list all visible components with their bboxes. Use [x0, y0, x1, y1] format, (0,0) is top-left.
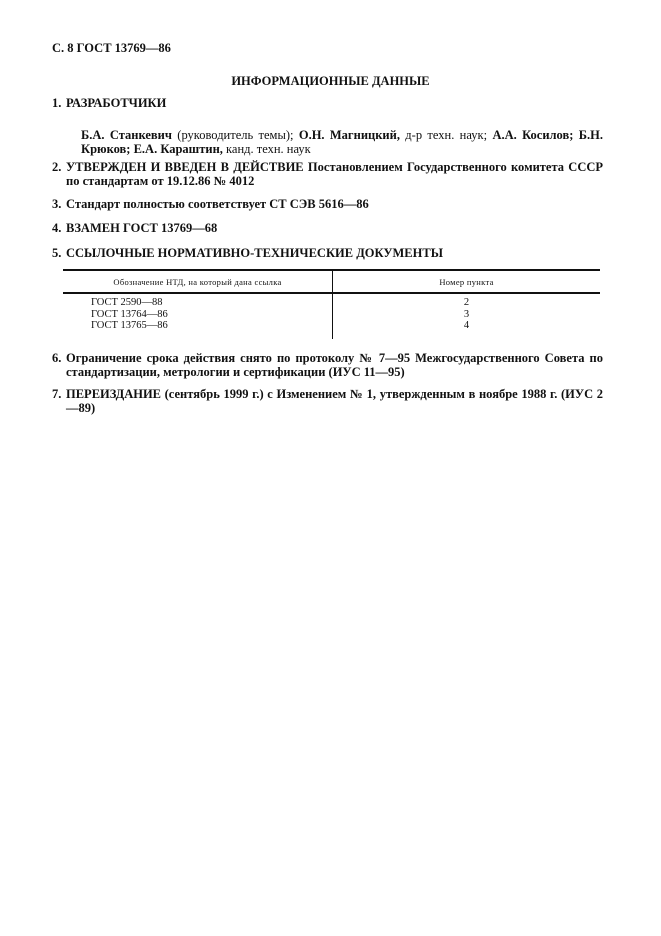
table-header-item: Номер пункта	[439, 277, 494, 287]
table-cell-item: 2	[463, 297, 470, 308]
developer-role: д-р техн. наук;	[399, 128, 493, 142]
table-cell-doc: ГОСТ 13764—86	[91, 308, 168, 320]
section-number: 5.	[52, 246, 62, 260]
section-replaces	[52, 221, 603, 235]
section-number: 1.	[52, 96, 62, 110]
page-title: ИНФОРМАЦИОННЫЕ ДАННЫЕ	[231, 74, 430, 88]
developer-name: Б.А. Станкевич	[81, 128, 172, 142]
section-approval	[52, 160, 603, 188]
section-compliance	[52, 197, 603, 211]
section-number: 2.	[52, 160, 62, 174]
developer-name: О.Н. Магницкий,	[298, 128, 400, 142]
section-validity	[52, 351, 603, 379]
section-text: Ограничение срока действия снято по протоколу № 7—95 Межгосударственного Совета по стандартизации, метрологии и сертификации (ИУС 11—95)	[66, 351, 603, 379]
section-text: Постановлением Государственного комитета СССР по стандартам от 19.12.86 № 4012	[66, 160, 604, 188]
developers-list	[81, 128, 603, 156]
section-body	[66, 160, 603, 188]
table-cell-item: 4	[463, 320, 470, 331]
section-reissue	[52, 387, 603, 415]
section-number: 3.	[52, 197, 62, 211]
running-head: С. 8 ГОСТ 13769—86	[52, 41, 171, 55]
table-cell-doc: ГОСТ 2590—88	[91, 297, 163, 308]
developer-role: (руководитель темы);	[171, 128, 299, 142]
table-cell-doc: ГОСТ 13765—86	[91, 320, 168, 331]
table-header-doc: Обозначение НТД, на который дана ссылка	[113, 277, 282, 287]
section-references	[52, 246, 603, 260]
section-number: 7.	[52, 387, 62, 401]
section-text: Стандарт полностью соответствует СТ СЭВ 5616—86	[66, 197, 369, 211]
section-developers	[52, 96, 603, 110]
table-cell-item: 3	[463, 308, 470, 320]
table-column-doc	[91, 297, 168, 332]
section-number: 4.	[52, 221, 62, 235]
developer-role: канд. техн. наук	[222, 142, 311, 156]
section-number: 6.	[52, 351, 62, 365]
section-heading: РАЗРАБОТЧИКИ	[66, 96, 167, 110]
section-text: ВЗАМЕН ГОСТ 13769—68	[66, 221, 218, 235]
section-heading: УТВЕРЖДЕН И ВВЕДЕН В ДЕЙСТВИЕ	[66, 160, 304, 174]
section-text: ПЕРЕИЗДАНИЕ (сентябрь 1999 г.) с Изменением № 1, утвержденным в ноябре 1988 г. (ИУС 2—89)	[66, 387, 603, 415]
developer-name: А.А. Косилов; Б.Н. Крюков; Е.А. Караштин,	[81, 128, 603, 156]
section-heading: ССЫЛОЧНЫЕ НОРМАТИВНО-ТЕХНИЧЕСКИЕ ДОКУМЕНТЫ	[66, 246, 443, 260]
table-column-item	[333, 297, 600, 332]
